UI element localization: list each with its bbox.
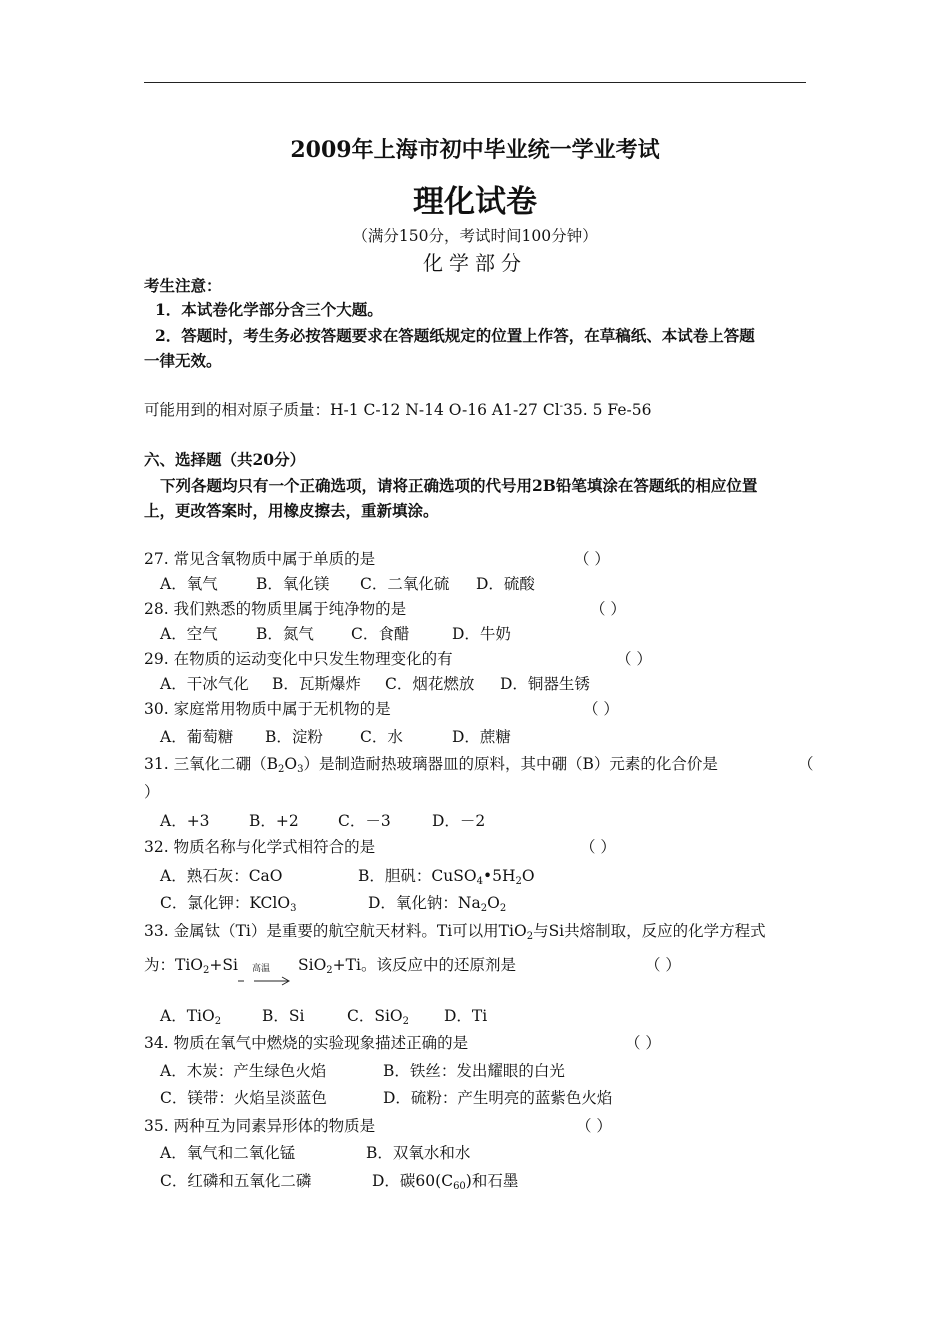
- option-33-c: C．SiO$_2$: [347, 1007, 410, 1027]
- option-35-c: C．红磷和五氧化二磷: [160, 1172, 312, 1190]
- option-31-a: A．+3: [160, 812, 210, 830]
- question-32: 32. 物质名称与化学式相符合的是: [144, 838, 376, 856]
- answer-paren: （ ）: [625, 1034, 661, 1052]
- reaction-condition: 高温: [252, 964, 271, 974]
- option-30-a: A．葡萄糖: [160, 728, 234, 746]
- question-33-equation-rhs: SiO$_2$+Ti。该反应中的还原剂是: [298, 956, 516, 976]
- option-31-d: D．－2: [432, 812, 486, 830]
- reaction-arrow: [236, 964, 294, 988]
- option-28-a: A．空气: [160, 625, 218, 643]
- answer-paren: （ ）: [645, 956, 681, 974]
- question-29: 29. 在物质的运动变化中只发生物理变化的有: [144, 650, 453, 668]
- answer-paren: （ ）: [616, 650, 652, 668]
- notice-heading: 考生注意：: [144, 276, 222, 295]
- atomic-masses: 可能用到的相对原子质量：H-1 C-12 N-14 O-16 A1-27 Cl-35. 5 Fe-56: [144, 400, 652, 419]
- option-32-b: B．胆矾：$CuSO_4•5H_2O$: [358, 867, 535, 887]
- option-28-b: B．氮气: [256, 625, 314, 643]
- option-27-c: C．二氧化硫: [360, 575, 450, 593]
- exam-title: 2009年上海市初中毕业统一学业考试: [290, 137, 660, 163]
- option-34-c: C．镁带：火焰呈淡蓝色: [160, 1089, 327, 1107]
- section6-instructions: 下列各题均只有一个正确选项，请将正确选项的代号用2B铅笔填涂在答题纸的相应位置: [160, 476, 758, 495]
- question-28: 28. 我们熟悉的物质里属于纯净物的是: [144, 600, 407, 618]
- question-30: 30. 家庭常用物质中属于无机物的是: [144, 700, 391, 718]
- option-35-a: A．氧气和二氧化锰: [160, 1144, 296, 1162]
- exam-info: （满分150分，考试时间100分钟）: [352, 227, 598, 245]
- option-30-c: C．水: [360, 728, 403, 746]
- exam-subject: 理化试卷: [413, 184, 537, 220]
- option-35-d: D．碳$60(C_{60})$和石墨: [372, 1172, 519, 1192]
- option-33-a: A．TiO$_2$: [160, 1007, 222, 1027]
- answer-paren: （ ）: [583, 700, 619, 718]
- question-31: 31. 三氧化二硼$(B_2O_3)$是制造耐热玻璃器皿的原料，其中硼（B）元素的化合价是: [144, 755, 718, 775]
- option-33-d: D．Ti: [444, 1007, 488, 1025]
- option-27-d: D．硫酸: [476, 575, 535, 593]
- option-29-d: D．铜器生锈: [500, 675, 590, 693]
- answer-paren-close: ）: [144, 783, 160, 801]
- question-27: 27. 常见含氧物质中属于单质的是: [144, 550, 376, 568]
- option-34-a: A．木炭：产生绿色火焰: [160, 1062, 327, 1080]
- option-31-b: B．+2: [249, 812, 299, 830]
- option-27-b: B．氧化镁: [256, 575, 330, 593]
- section6-heading: 六、选择题（共20分）: [144, 450, 306, 469]
- notice-item-2: 2．答题时，考生务必按答题要求在答题纸规定的位置上作答，在草稿纸、本试卷上答题: [155, 326, 755, 345]
- option-29-a: A．干冰气化: [160, 675, 249, 693]
- question-33: 33. 金属钛（Ti）是重要的航空航天材料。Ti可以用TiO$_2$与Si共熔制取，反应的化学方程式: [144, 922, 766, 942]
- answer-paren: （ ）: [576, 1117, 612, 1135]
- option-27-a: A．氧气: [160, 575, 218, 593]
- option-33-b: B．Si: [262, 1007, 305, 1025]
- notice-item-1: 1．本试卷化学部分含三个大题。: [155, 300, 383, 319]
- answer-paren-open: （: [798, 755, 814, 773]
- question-34: 34. 物质在氧气中燃烧的实验现象描述正确的是: [144, 1034, 469, 1052]
- header-rule: [144, 82, 806, 83]
- option-28-d: D．牛奶: [452, 625, 511, 643]
- option-29-b: B．瓦斯爆炸: [272, 675, 361, 693]
- option-34-b: B．铁丝：发出耀眼的白光: [383, 1062, 565, 1080]
- option-30-b: B．淀粉: [265, 728, 323, 746]
- answer-paren: （ ）: [574, 550, 610, 568]
- notice-item-2-cont: 一律无效。: [144, 351, 222, 370]
- answer-paren: （ ）: [580, 838, 616, 856]
- option-28-c: C．食醋: [351, 625, 410, 643]
- option-32-a: A．熟石灰：CaO: [160, 867, 283, 885]
- section-title: 化学部分: [423, 251, 527, 275]
- option-29-c: C．烟花燃放: [385, 675, 475, 693]
- section6-instructions-cont: 上，更改答案时，用橡皮擦去，重新填涂。: [144, 501, 439, 520]
- option-35-b: B．双氧水和水: [366, 1144, 471, 1162]
- question-35: 35. 两种互为同素异形体的物质是: [144, 1117, 376, 1135]
- option-30-d: D．蔗糖: [452, 728, 511, 746]
- answer-paren: （ ）: [590, 600, 626, 618]
- option-32-c: C．氯化钾：KClO$_3$: [160, 894, 297, 914]
- question-33-equation-lhs: 为：TiO$_2$+Si: [144, 956, 238, 976]
- option-34-d: D．硫粉：产生明亮的蓝紫色火焰: [383, 1089, 613, 1107]
- option-31-c: C．－3: [338, 812, 391, 830]
- option-32-d: D．氧化钠：$Na_2O_2$: [368, 894, 507, 914]
